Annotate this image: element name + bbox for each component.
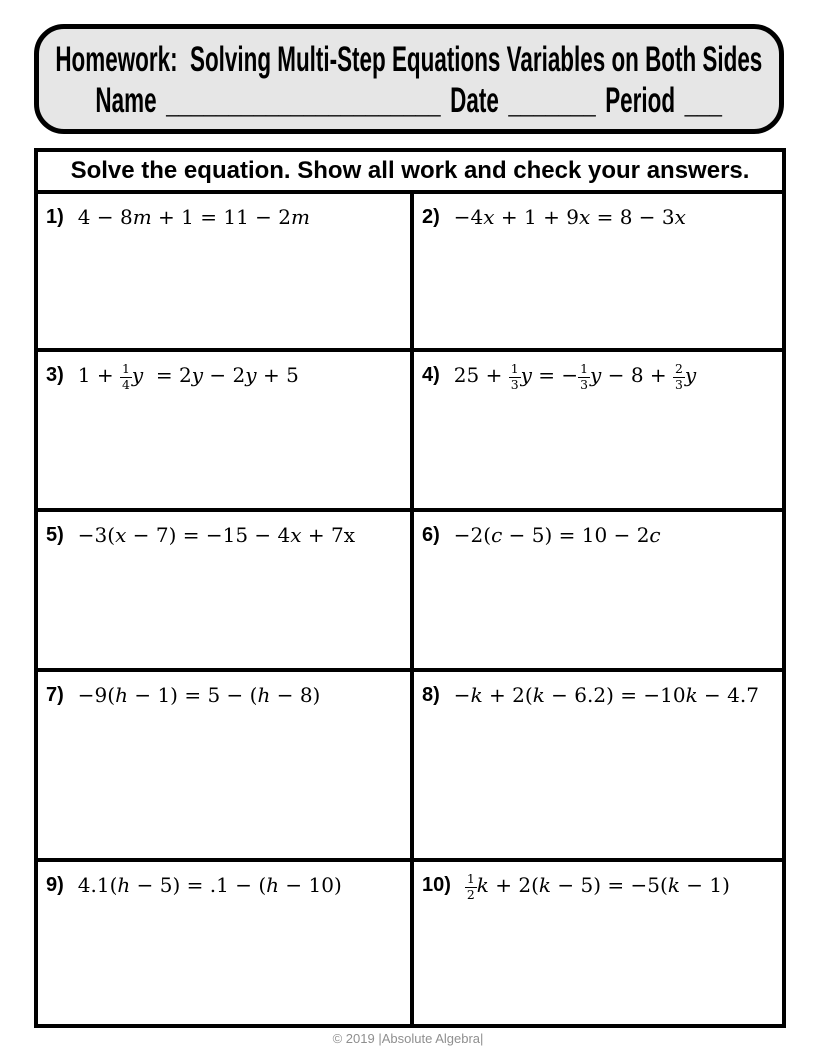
problem-number: 1) — [46, 206, 64, 228]
period-label: Period — [605, 78, 676, 119]
problem-number: 2) — [422, 206, 440, 228]
period-blank[interactable]: ___ — [684, 78, 723, 119]
problem-cell-6 — [410, 508, 782, 668]
equation-9: 4.1(h − 5) = .1 − (h − 10) — [77, 873, 342, 897]
equation-2: −4x + 1 + 9x = 8 − 3x — [453, 205, 686, 229]
problem-cell-10 — [410, 858, 782, 1024]
problem-number: 5) — [46, 524, 64, 546]
name-blank[interactable]: ______________________ — [166, 78, 441, 119]
equation-3: 1 + $\frac{1}{4}$ y = 2y − 2y + 5 — [77, 361, 299, 392]
equation-5: −3(x − 7) = −15 − 4x + 7x — [77, 523, 356, 547]
problem-cell-2 — [410, 190, 782, 348]
header-box — [34, 24, 784, 134]
problem-cell-4 — [410, 348, 782, 508]
problem-number: 10) — [422, 874, 451, 896]
equation-4: 25 + $\frac{1}{3}$ y = − $\frac{1}{3}$ y − 8 + $\frac{2}{3}$ y — [453, 361, 697, 392]
instruction-row — [38, 152, 782, 190]
problem-number: 9) — [46, 874, 64, 896]
equation-6: −2(c − 5) = 10 − 2c — [453, 523, 661, 547]
problem-number: 3) — [46, 364, 64, 386]
instruction-text: Solve the equation. Show all work and check your answers. — [70, 157, 750, 184]
equation-10: $\frac{1}{2}$ k + 2(k − 5) = −5(k − 1) — [466, 871, 730, 902]
header-fill-in-line — [96, 79, 723, 120]
problem-cell-8 — [410, 668, 782, 858]
equation-7: −9(h − 1) = 5 − (h − 8) — [77, 683, 321, 707]
copyright-footer: © 2019 |Absolute Algebra| — [332, 1031, 484, 1046]
equation-8: −k + 2(k − 6.2) = −10k − 4.7 — [453, 683, 759, 707]
problem-cell-5 — [38, 508, 410, 668]
page-title: Homework: Solving Multi-Step Equations Variables on Both Sides — [55, 37, 763, 78]
problem-number: 6) — [422, 524, 440, 546]
problem-cell-9 — [38, 858, 410, 1024]
date-blank[interactable]: _______ — [508, 78, 596, 119]
name-label: Name — [95, 78, 157, 119]
problem-number: 7) — [46, 684, 64, 706]
date-label: Date — [450, 78, 500, 119]
problem-number: 8) — [422, 684, 440, 706]
problem-cell-7 — [38, 668, 410, 858]
problem-table — [34, 148, 786, 1028]
equation-1: 4 − 8m + 1 = 11 − 2m — [77, 205, 310, 229]
problem-cell-3 — [38, 348, 410, 508]
problem-number: 4) — [422, 364, 440, 386]
header-title-line — [39, 37, 779, 78]
problem-cell-1 — [38, 190, 410, 348]
